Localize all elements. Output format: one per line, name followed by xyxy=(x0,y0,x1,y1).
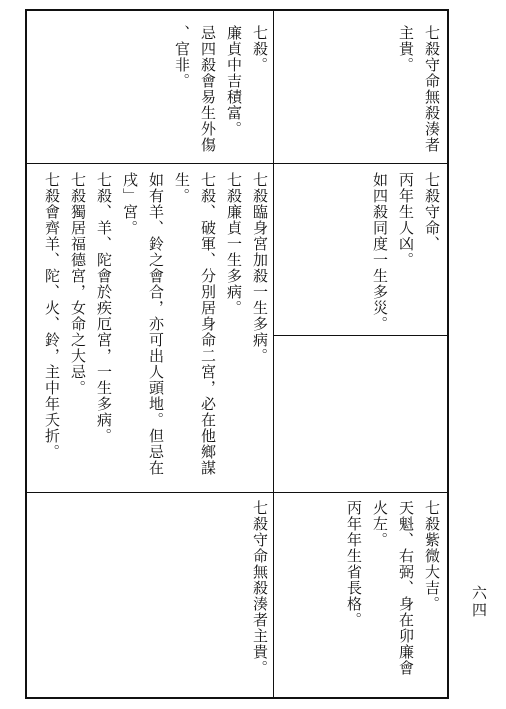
cell-middle-left-line-8: 七殺獨居福德宮，女命之大忌。 xyxy=(69,172,87,396)
cell-bottom-right-line-1: 七殺紫微大吉。 xyxy=(423,500,441,612)
cell-middle-left-line-6: 戌」宮。 xyxy=(121,172,139,236)
page-number: 六四 xyxy=(470,585,488,619)
row-divider-1 xyxy=(25,163,449,164)
cell-middle-left-line-4: 生。 xyxy=(173,172,191,204)
cell-middle-right-line-3: 如四殺同度一生多災。 xyxy=(371,172,389,332)
cell-middle-left-line-9: 七殺會齊羊、陀、火、鈴，主中年夭折。 xyxy=(43,172,61,460)
cell-middle-left-line-1: 七殺臨身宮加殺一生多病。 xyxy=(251,172,269,364)
cell-bottom-right-line-4: 丙年年生省長格。 xyxy=(345,500,363,628)
row-divider-2 xyxy=(273,335,449,336)
cell-top-right-line-1: 七殺守命無殺湊者 xyxy=(423,25,441,153)
cell-middle-right-line-1: 七殺守命、 xyxy=(423,172,441,252)
column-divider xyxy=(273,9,274,699)
row-divider-3 xyxy=(25,492,449,493)
cell-bottom-left-line-1: 七殺守命無殺湊者主貴。 xyxy=(251,500,269,676)
cell-bottom-right-line-2: 天魁、右弼、身在卯廉會 xyxy=(397,500,415,676)
cell-middle-left-line-5: 如有羊、鈴之會合，亦可出人頭地。但忌在 xyxy=(147,172,165,476)
cell-top-left-line-2: 廉貞中吉積富。 xyxy=(225,25,243,137)
cell-middle-left-line-3: 七殺、破軍、分別居身命二宮，必在他鄉謀 xyxy=(199,172,217,476)
cell-top-right-line-2: 主貴。 xyxy=(397,25,415,73)
cell-bottom-right-line-3: 火左。 xyxy=(371,500,389,548)
cell-middle-left-line-7: 七殺、羊、陀會於疾厄宮，一生多病。 xyxy=(95,172,113,444)
cell-middle-left-line-2: 七殺廉貞一生多病。 xyxy=(225,172,243,316)
cell-top-left-line-4: 、官非。 xyxy=(173,25,191,89)
cell-middle-right-line-2: 丙年生人凶。 xyxy=(397,172,415,268)
cell-top-left-line-3: 忌四殺會易生外傷 xyxy=(199,25,217,153)
cell-top-left-line-1: 七殺。 xyxy=(251,25,269,73)
